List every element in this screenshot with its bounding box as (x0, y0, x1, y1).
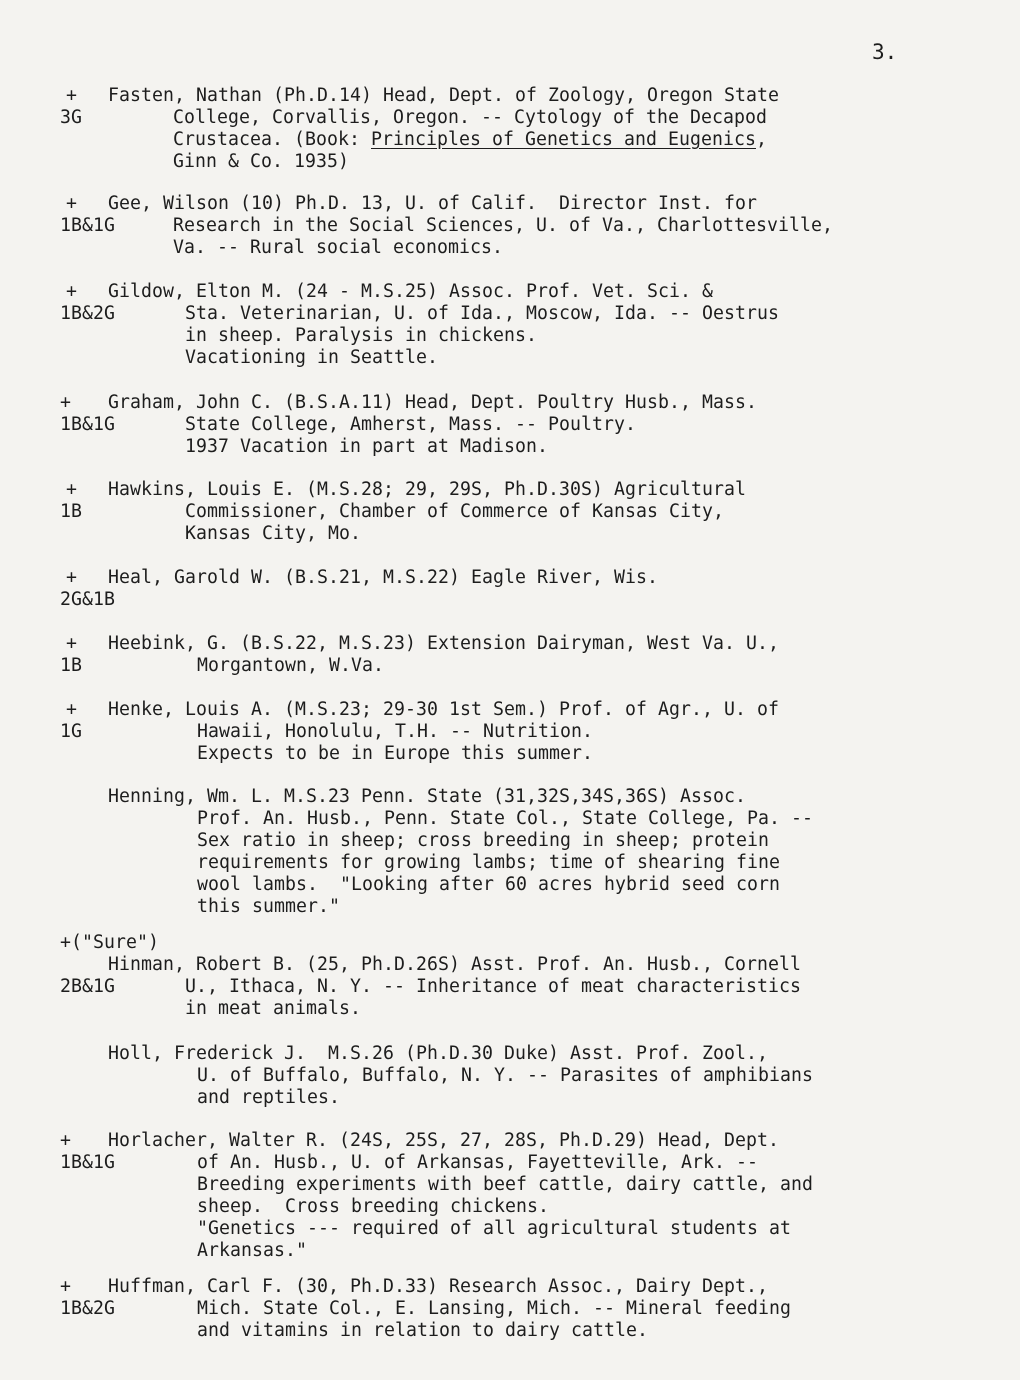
entry-text-line: Prof. An. Husb., Penn. State Col., State College, Pa. -- (197, 808, 813, 829)
entry-marker: +("Sure") (60, 932, 159, 953)
entry-text-line: Morgantown, W.Va. (197, 655, 384, 676)
entry-text-line (173, 129, 767, 151)
entry-text-line: Vacationing in Seattle. (185, 347, 438, 368)
entry-text-line: Graham, John C. (B.S.A.11) Head, Dept. Poultry Husb., Mass. (108, 392, 757, 413)
entry-marker: + (60, 1276, 71, 1297)
entry-text-line: U., Ithaca, N. Y. -- Inheritance of meat characteristics (185, 976, 801, 997)
entry-code: 2B&1G (60, 976, 115, 997)
entry-text-line: Sex ratio in sheep; cross breeding in sheep; protein (197, 830, 769, 851)
entry-text-line: Gee, Wilson (10) Ph.D. 13, U. of Calif. Director Inst. for (108, 193, 757, 214)
entry-text-line: Holl, Frederick J. M.S.26 (Ph.D.30 Duke) Asst. Prof. Zool., (108, 1043, 768, 1064)
entry-text-line: in meat animals. (185, 998, 361, 1019)
entry-code: 1B&1G (60, 215, 115, 236)
entry-text-line: in sheep. Paralysis in chickens. (185, 325, 537, 346)
entry-text-line: College, Corvallis, Oregon. -- Cytology of the Decapod (173, 107, 767, 128)
entry-text-line: Arkansas." (197, 1240, 307, 1261)
entry-code: 1B (60, 501, 82, 522)
entry-code: 1B (60, 655, 82, 676)
entry-text-line: 1937 Vacation in part at Madison. (185, 436, 548, 457)
entry-marker: + (60, 1130, 71, 1151)
entry-text-line: wool lambs. "Looking after 60 acres hybrid seed corn (197, 874, 780, 895)
entry-text-line: Ginn & Co. 1935) (173, 151, 349, 172)
entry-text-line: Henke, Louis A. (M.S.23; 29-30 1st Sem.) Prof. of Agr., U. of (108, 699, 779, 720)
entry-text-line: Henning, Wm. L. M.S.23 Penn. State (31,32S,34S,36S) Assoc. (108, 786, 746, 807)
entry-text-line: "Genetics --- required of all agricultural students at (197, 1218, 791, 1239)
entry-text-line: Hawkins, Louis E. (M.S.28; 29, 29S, Ph.D.30S) Agricultural (108, 479, 746, 500)
entry-code: 1B&1G (60, 1152, 115, 1173)
entry-text-line: Heebink, G. (B.S.22, M.S.23) Extension Dairyman, West Va. U., (108, 633, 779, 654)
entry-code: 3G (60, 107, 82, 128)
entry-text-line: sheep. Cross breeding chickens. (197, 1196, 549, 1217)
entry-text-line: U. of Buffalo, Buffalo, N. Y. -- Parasites of amphibians (197, 1065, 813, 1086)
entry-marker: + (66, 85, 77, 106)
entry-text-line: Breeding experiments with beef cattle, dairy cattle, and (197, 1174, 813, 1195)
entry-marker: + (60, 392, 71, 413)
entry-code: 1B&2G (60, 1298, 115, 1319)
entry-text-line: Hawaii, Honolulu, T.H. -- Nutrition. (197, 721, 593, 742)
entry-text-line: Gildow, Elton M. (24 - M.S.25) Assoc. Prof. Vet. Sci. & (108, 281, 713, 302)
entry-text-fragment: Crustacea. (Book: (173, 129, 371, 150)
entry-text-line: Heal, Garold W. (B.S.21, M.S.22) Eagle River, Wis. (108, 567, 658, 588)
page-number: 3. (872, 40, 898, 64)
entry-marker: + (66, 699, 77, 720)
entry-text-line: of An. Husb., U. of Arkansas, Fayetteville, Ark. -- (197, 1152, 758, 1173)
entry-text-line: and vitamins in relation to dairy cattle. (197, 1320, 648, 1341)
entry-text-fragment: , (756, 129, 767, 150)
entry-text-line: Fasten, Nathan (Ph.D.14) Head, Dept. of Zoology, Oregon State (108, 85, 779, 106)
entry-text-line: and reptiles. (197, 1087, 340, 1108)
entry-text-line: Research in the Social Sciences, U. of Va., Charlottesville, (173, 215, 833, 236)
entry-code: 2G&1B (60, 589, 115, 610)
entry-text-line: State College, Amherst, Mass. -- Poultry. (185, 414, 636, 435)
entry-text-line: Horlacher, Walter R. (24S, 25S, 27, 28S, Ph.D.29) Head, Dept. (108, 1130, 779, 1151)
entry-text-line: this summer." (197, 896, 340, 917)
entry-text-line: requirements for growing lambs; time of shearing fine (197, 852, 780, 873)
entry-text-line: Huffman, Carl F. (30, Ph.D.33) Research Assoc., Dairy Dept., (108, 1276, 768, 1297)
entry-text-line: Sta. Veterinarian, U. of Ida., Moscow, Ida. -- Oestrus (185, 303, 779, 324)
entry-text-line: Kansas City, Mo. (185, 523, 361, 544)
entry-marker: + (66, 281, 77, 302)
entry-marker: + (66, 193, 77, 214)
entry-code: 1G (60, 721, 82, 742)
entry-text-line: Hinman, Robert B. (25, Ph.D.26S) Asst. Prof. An. Husb., Cornell (108, 954, 801, 975)
book-title: Principles of Genetics and Eugenics (371, 129, 756, 150)
entry-text-line: Commissioner, Chamber of Commerce of Kansas City, (185, 501, 724, 522)
entry-marker: + (66, 567, 77, 588)
entry-marker: + (66, 633, 77, 654)
entry-code: 1B&2G (60, 303, 115, 324)
entry-text-line: Expects to be in Europe this summer. (197, 743, 593, 764)
entry-code: 1B&1G (60, 414, 115, 435)
entry-marker: + (66, 479, 77, 500)
entry-text-line: Mich. State Col., E. Lansing, Mich. -- Mineral feeding (197, 1298, 791, 1319)
entry-text-line: Va. -- Rural social economics. (173, 237, 503, 258)
